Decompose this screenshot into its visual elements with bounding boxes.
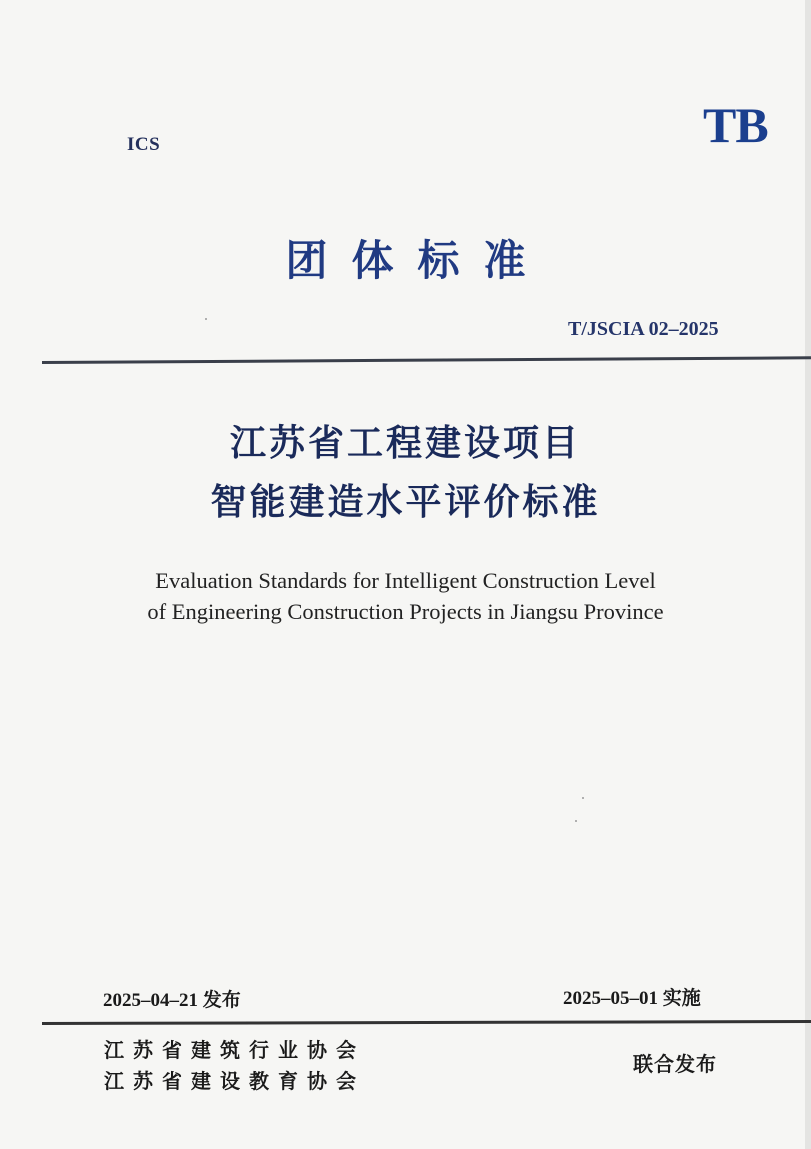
- chinese-title-line-2: 智能建造水平评价标准: [210, 482, 601, 523]
- paper-speck: [205, 318, 207, 320]
- top-divider: [42, 356, 811, 364]
- issue-date: 2025–04–21 发布: [103, 990, 241, 1011]
- ics-label: ICS: [127, 134, 161, 155]
- paper-speck: [575, 820, 577, 822]
- chinese-title-line-1: 江苏省工程建设项目: [229, 423, 581, 464]
- english-title-line-1: Evaluation Standards for Intelligent Construction Level: [155, 568, 656, 593]
- english-title-line-2: of Engineering Construction Projects in Jiangsu Province: [147, 599, 664, 624]
- paper-speck: [582, 797, 584, 799]
- tb-mark: TB: [703, 97, 768, 153]
- bottom-divider: [42, 1020, 811, 1025]
- organization-2: 江苏省建设教育协会: [104, 1069, 365, 1093]
- standard-code: T/JSCIA 02–2025: [568, 318, 719, 340]
- joint-release-label: 联合发布: [633, 1052, 717, 1076]
- organization-1: 江苏省建筑行业协会: [104, 1038, 365, 1062]
- implementation-date: 2025–05–01 实施: [563, 988, 701, 1009]
- standard-type-heading: 团体标准: [285, 236, 550, 285]
